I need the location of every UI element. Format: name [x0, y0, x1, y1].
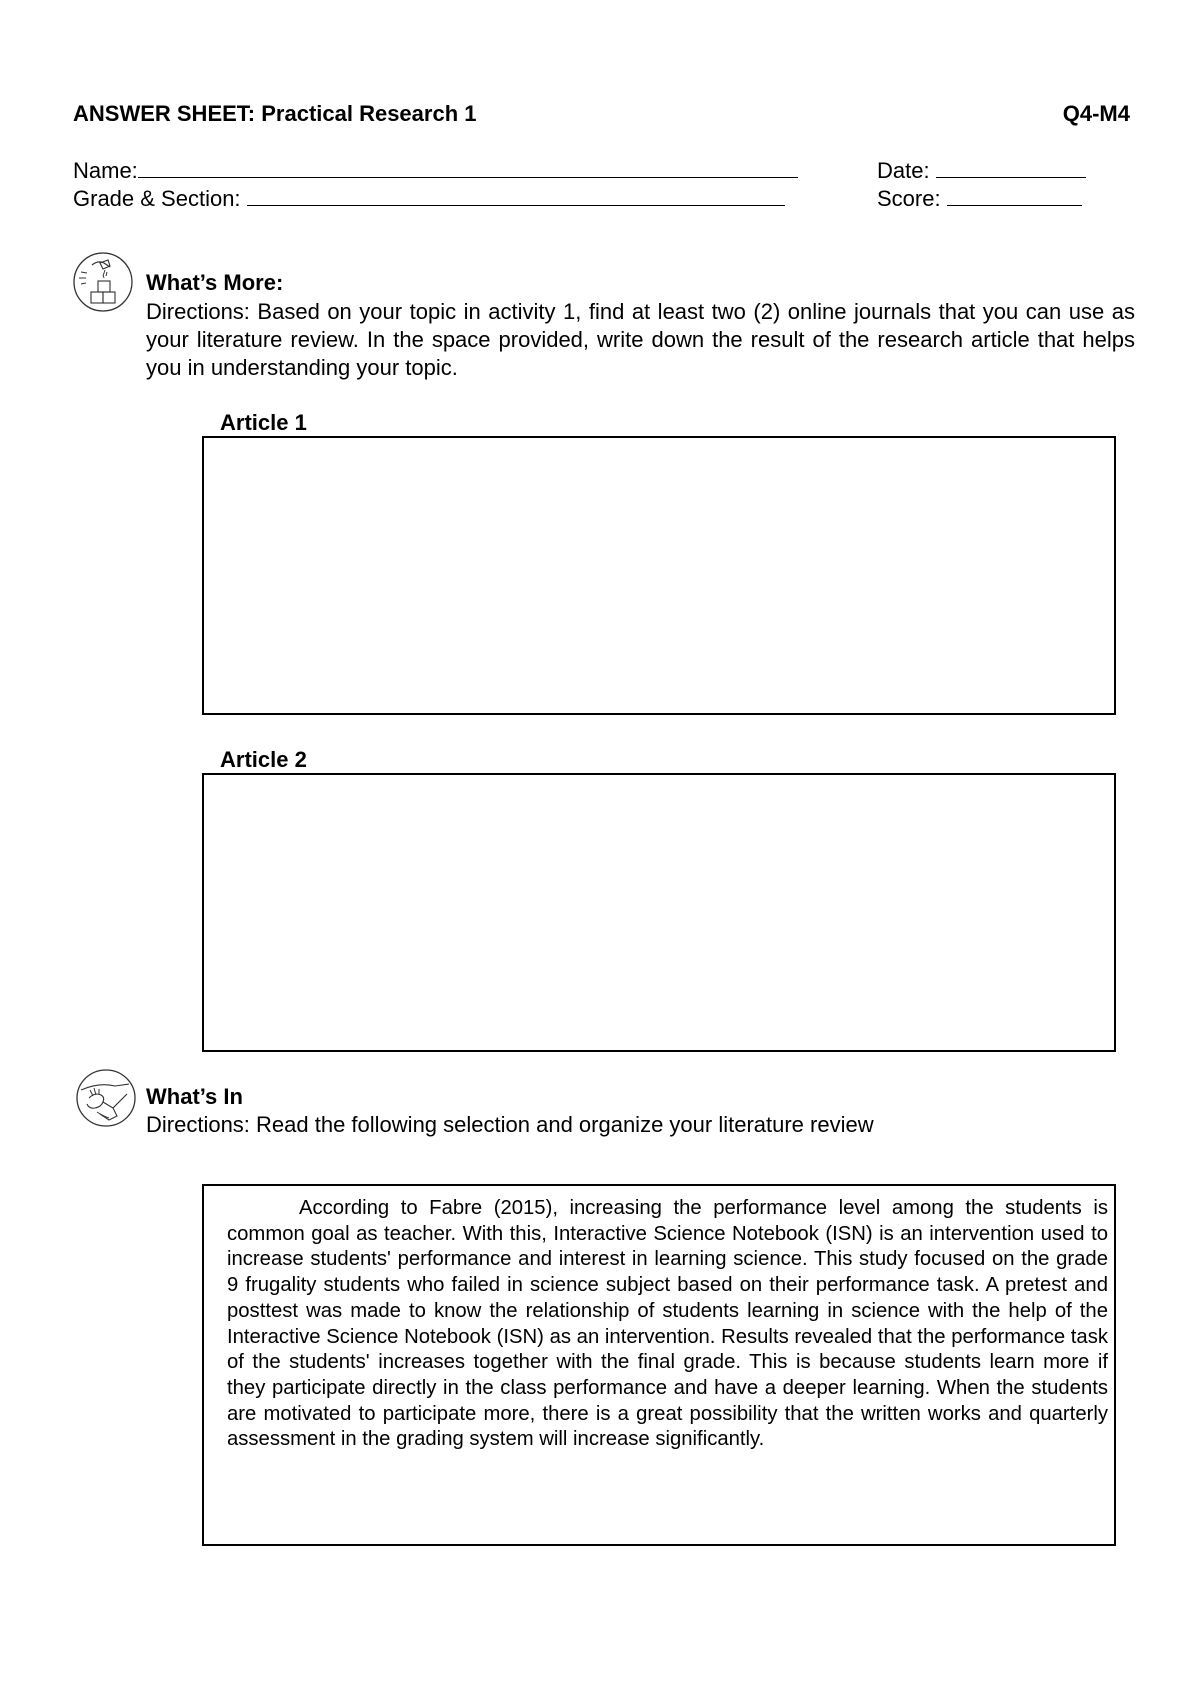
score-field-row	[877, 185, 1082, 213]
article-2-answer-box[interactable]	[202, 773, 1116, 1052]
hand-writing-icon	[75, 1068, 137, 1128]
module-code: Q4-M4	[1062, 101, 1130, 126]
whats-more-title: What’s More:	[146, 270, 284, 295]
name-label: Name:	[73, 158, 138, 183]
grade-section-label: Grade & Section:	[73, 186, 247, 211]
date-field-row	[877, 157, 1086, 185]
grade-field-row	[73, 185, 785, 213]
selection-text: According to Fabre (2015), increasing the performance level among the students is common goal as teacher. With this, Interactive Science Notebook (ISN) is an intervention used to increase students' performance and interest in learning science. This study focused on the grade 9 frugality students who failed in science subject based on their performance task. A pretest and posttest was made to know the relationship of students learning in science with the help of the Interactive Science Notebook (ISN) as an intervention. Results revealed that the performance task of the students' increases together with the final grade. This is because students learn more if they participate directly in the class performance and have a deeper learning. When the students are motivated to participate more, there is a great possibility that the written works and quarterly assessment in the grading system will increase significantly.	[227, 1197, 1108, 1451]
whats-more-directions: Directions: Based on your topic in activity 1, find at least two (2) online journals that you can use as your literature review. In the space provided, write down the result of the research article that helps you in understanding your topic.	[146, 299, 1135, 380]
score-field[interactable]	[947, 185, 1082, 206]
date-label: Date:	[877, 158, 936, 183]
date-field[interactable]	[936, 157, 1086, 178]
pouring-beaker-icon	[72, 251, 134, 313]
selection-box	[202, 1184, 1116, 1546]
article-1-label: Article 1	[220, 410, 307, 435]
score-label: Score:	[877, 186, 947, 211]
whats-in-directions: Directions: Read the following selection and organize your literature review	[146, 1112, 874, 1137]
name-field-row	[73, 157, 798, 185]
page-title: ANSWER SHEET: Practical Research 1	[73, 101, 477, 126]
whats-in-title: What’s In	[146, 1084, 243, 1109]
article-1-answer-box[interactable]	[202, 436, 1116, 715]
article-2-label: Article 2	[220, 747, 307, 772]
grade-section-field[interactable]	[247, 185, 785, 206]
name-field[interactable]	[138, 157, 798, 178]
